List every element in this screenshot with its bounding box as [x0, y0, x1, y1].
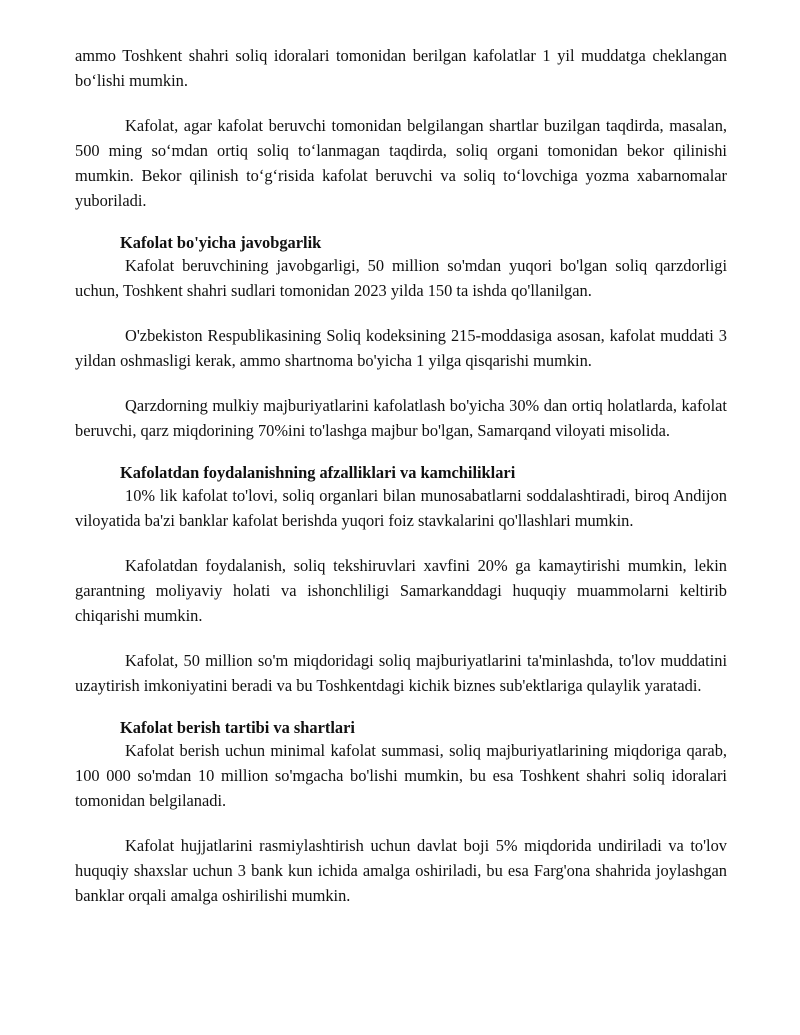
- paragraph-kichik-biznes: Kafolat, 50 million so'm miqdoridagi soliq majburiyatlarini ta'minlashda, to'lov muddatini uzaytirish imkoniyatini beradi va bu Toshkentdagi kichik biznes sub'ektlariga qulaylik yaratadi.: [75, 651, 727, 695]
- paragraph-kafolat-bekor: Kafolat, agar kafolat beruvchi tomonidan belgilangan shartlar buzilgan taqdirda, masalan, 500 ming so‘mdan ortiq soliq to‘lanmagan taqdirda, soliq organi tomonidan bekor qilinishi mumkin. Bekor qilinish to‘g‘risida kafolat beruvchi va soliq to‘lovchiga yozma xabarnomalar yuboriladi.: [75, 116, 727, 210]
- paragraph-samarqand: Qarzdorning mulkiy majburiyatlarini kafolatlash bo'yicha 30% dan ortiq holatlarda, kafolat beruvchi, qarz miqdorining 70%ini to'lashga majbur bo'lgan, Samarqand viloyati misolida.: [75, 396, 727, 440]
- paragraph-davlat-boji: Kafolat hujjatlarini rasmiylashtirish uchun davlat boji 5% miqdorida undiriladi va to'lov huquqiy shaxslar uchun 3 bank kun ichida amalga oshiriladi, bu esa Farg'ona shahrida joylashgan banklar orqali amalga oshirilishi mumkin.: [75, 836, 727, 905]
- paragraph-tekshiruv-xavfi: Kafolatdan foydalanish, soliq tekshiruvlari xavfini 20% ga kamaytirishi mumkin, lekin garantning moliyaviy holati va ishonchliligi Samarkanddagi huquqiy muammolarni keltirib chiqarishi mumkin.: [75, 556, 727, 625]
- section-heading-afzalliklar: Kafolatdan foydalanishning afzalliklari va kamchiliklari: [120, 463, 516, 482]
- document-page: [75, 43, 727, 908]
- paragraph-minimal-summa: Kafolat berish uchun minimal kafolat summasi, soliq majburiyatlarining miqdoriga qarab, 100 000 so'mdan 10 million so'mgacha bo'lishi mumkin, bu esa Toshkent shahri soliq idoralari tomonidan belgilanadi.: [75, 741, 727, 810]
- section-heading-tartib: Kafolat berish tartibi va shartlari: [120, 718, 355, 737]
- paragraph-andijon: 10% lik kafolat to'lovi, soliq organlari bilan munosabatlarni soddalashtiradi, biroq Andijon viloyatida ba'zi banklar kafolat berishda yuqori foiz stavkalarini qo'llashlari mumkin.: [75, 486, 727, 530]
- section-heading-javobgarlik: Kafolat bo'yicha javobgarlik: [120, 233, 322, 252]
- paragraph-continuation: ammo Toshkent shahri soliq idoralari tomonidan berilgan kafolatlar 1 yil muddatga cheklangan bo‘lishi mumkin.: [75, 46, 727, 90]
- paragraph-soliq-kodeksi: O'zbekiston Respublikasining Soliq kodeksining 215-moddasiga asosan, kafolat muddati 3 yildan oshmasligi kerak, ammo shartnoma bo'yicha 1 yilga qisqarishi mumkin.: [75, 326, 727, 370]
- paragraph-javobgarlik-sud: Kafolat beruvchining javobgarligi, 50 million so'mdan yuqori bo'lgan soliq qarzdorligi uchun, Toshkent shahri sudlari tomonidan 2023 yilda 150 ta ishda qo'llanilgan.: [75, 256, 727, 300]
